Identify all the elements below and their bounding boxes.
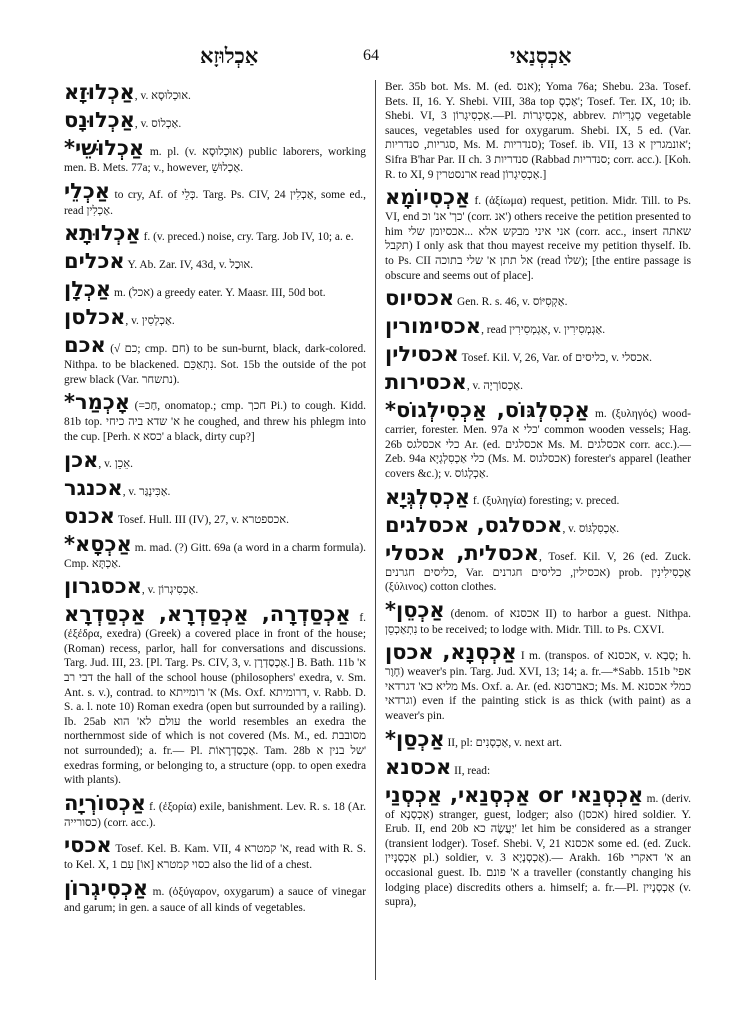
entry-headword: אַכְסְנַאי, אַכְסְנַי or אַכְסְנַאי xyxy=(385,782,644,807)
entry-definition: II, read: xyxy=(451,764,491,777)
dictionary-entry xyxy=(385,640,691,723)
entry-definition: , v. אַכְסוֹרְיָה. xyxy=(466,380,523,393)
dictionary-entry xyxy=(385,598,691,638)
entry-headword: אכסי xyxy=(64,833,112,858)
dictionary-entry xyxy=(64,305,366,330)
entry-headword: אַכְלוּנָס xyxy=(64,108,135,132)
entry-headword: אכן xyxy=(64,447,99,472)
page-number: 64 xyxy=(363,47,379,64)
dictionary-entry xyxy=(64,833,366,873)
dictionary-entry xyxy=(64,532,366,572)
entry-headword: אכנגר xyxy=(64,475,123,500)
entry-definition: Tosef. Kel. B. Kam. VII, 4 א' קמטרא, read with R. S. to Kel. X, 1 כסוי קמטרא [אוֹ] עִם also the lid of a chest. xyxy=(64,843,366,872)
entry-definition: m. mad. (?) Gitt. 69a (a word in a charm formula). Cmp. אַכְתָּא. xyxy=(64,541,366,570)
entry-headword: אכסגרון xyxy=(64,574,142,599)
entry-definition: m. (ξυληγός) wood-carrier, forester. Men. 97a כלי א' common wooden vessels; Hag. 26b כלי אכסלגס Ar. (ed. אכסלגים Ms. M. אכסלגים corr. acc.).—Zeb. 94a כלי אַכְסִלְגְיָא (Ms. M. אכסלגוס) forester's apparel (leather covers &c.); v. אַכְלְגוֹס. xyxy=(385,408,691,480)
dictionary-entry xyxy=(385,185,691,283)
dictionary-entry xyxy=(385,80,691,182)
entry-headword: אכסלית, אכסלי xyxy=(385,540,540,565)
guide-word-right: אַכְסְנַאי xyxy=(510,44,572,68)
dictionary-entry xyxy=(385,727,691,752)
right-column xyxy=(385,80,691,913)
entry-definition: , Tosef. Kil. V, 26 (ed. Zuck. כליסים חגרנים, Var. אכסילין, כליסים חגרנים) prob. אַכְסִילִינִין (ξύλινος) cotton clothes. xyxy=(385,550,691,594)
dictionary-entry xyxy=(64,602,366,788)
entry-definition: m. (ὀξύγαρον, oxygarum) a sauce of vinegar and garum; in gen. a sauce of all kinds of vegetables. xyxy=(64,885,366,914)
entry-headword: אַכְלוּתָא xyxy=(64,221,141,246)
entry-headword: *אָכְמַר xyxy=(64,390,131,415)
entry-headword: *אַכְסָא xyxy=(64,531,132,556)
entry-headword: אַכְסִיוֹמָא xyxy=(385,185,471,210)
column-divider xyxy=(375,80,376,980)
dictionary-entry xyxy=(64,390,366,444)
entry-definition: f. (ξυληγία) foresting; v. preced. xyxy=(470,494,620,507)
entry-headword: אַכְסְנָא, אכסן xyxy=(385,640,517,665)
dictionary-entry xyxy=(64,249,366,274)
entry-definition: (denom. of אכסנא II) to harbor a guest. Nithpa. נִתְאַכְסֵן to be received; to lodge with. Midr. Till. to Ps. CXVI. xyxy=(385,607,691,636)
dictionary-entry xyxy=(385,286,691,311)
dictionary-entry xyxy=(64,448,366,473)
dictionary-entry xyxy=(385,485,691,510)
dictionary-entry xyxy=(64,876,366,916)
dictionary-entry xyxy=(385,314,691,339)
dictionary-entry xyxy=(64,179,366,219)
entry-definition: , v. אַכְסִלְגּוֹס. xyxy=(562,522,620,535)
entry-definition: Y. Ab. Zar. IV, 43d, v. אוּכַל. xyxy=(124,259,254,272)
entry-definition: , v. אַכְסִיגְרוֹן. xyxy=(141,584,199,597)
entry-definition: m. pl. (v. אוּכְלוּסָא) public laborers, working men. B. Mets. 77a; v., however, אַכְלוּשֵׁ. xyxy=(64,146,366,174)
dictionary-entry xyxy=(64,791,366,831)
entry-headword: *אַכְסִלְגּוֹס, אַכְסִילְגוֹס xyxy=(385,398,590,423)
entry-definition: , v. אַכְלְסִין. xyxy=(125,315,175,328)
dictionary-entry xyxy=(64,136,366,176)
entry-headword: *אַכְסַן xyxy=(385,726,445,751)
entry-headword: *אַכְסֵן xyxy=(385,597,445,622)
entry-headword: אכסירות xyxy=(385,370,467,395)
dictionary-entry xyxy=(385,370,691,395)
entry-headword: אַכְלָן xyxy=(64,277,112,302)
running-header xyxy=(0,44,750,74)
entry-definition: Gen. R. s. 46, v. אַקְסִיּוֹס. xyxy=(454,296,568,309)
dictionary-entry xyxy=(385,783,691,910)
dictionary-entry xyxy=(64,221,366,246)
dictionary-entry xyxy=(385,513,691,538)
dictionary-entry xyxy=(385,541,691,595)
entry-definition: , v. אוּכְלוּסָא. xyxy=(134,90,191,102)
dictionary-entry xyxy=(64,277,366,302)
entry-headword: אַכְסִיגְרוֹן xyxy=(64,875,149,900)
entry-headword: אכסילין xyxy=(385,342,459,367)
entry-headword: אכלסן xyxy=(64,305,126,330)
entry-definition: f. (ἐξέδρα, exedra) (Greek) a covered place in front of the house; (Roman) recess, parlor, hall for conversations and discussions. Targ. Jud. III, 23. [Pl. Targ. Ps. CIV, 3, v. אַכְסַדְרָן.] B. Bath. 11b א' דבי רב the hall of the school house (philosophers' exedra, v. Sm. Ant. s. v.), contrad. to א' רומייתא (Ms. Oxf. דרומיתא, v. Rabb. D. S. a. l. note 10) Roman exedra (open but surrounded by a railing). Ib. 25ab עולם לא' הוא the world resembles an exedra the northernmost side of which is not covered (Ms. M., ed. מסובבת not surrounded); a. fr.— Pl. אַכְסַדְרָאוֹת. Tam. 28b של בנין א' exedras forming, or belonging to, a structure (opp. to open exedra with plants). xyxy=(64,612,367,787)
entry-definition: Ber. 35b bot. Ms. M. (ed. אנס); Yoma 76a; Shebu. 23a. Tosef. Bets. II, 16. Y. Shebi. VIII, 38a top אַכְסְ'; Tosef. Ter. IX, 10; ib. Shebi. VI, 3 אַכְסִיגְרוֹן.—Pl. אַכְסִיגְרוֹת, abbrev. סְגָרִיוֹת vegetable sauces, vegetables used for oxygarum. Shebi. IX, 5 ed. (Var. סגריות, סנדריות, Ms. M. סנדריות); Tosef. ib. VII, 13 אונמגרין א'; Sifra B'har Par. II ch. 3 סנדריות (Rabbad סנדריות; corr. acc.). [Koh. R. to XI, 9 ארנסטרין read אַכְסִיגְרוֹן.] xyxy=(385,81,692,181)
dictionary-entry xyxy=(64,108,366,133)
left-column xyxy=(64,80,366,918)
entry-definition: m. (deriv. of אַכְסְנָא) stranger, guest, lodger; also (אכסן) hired soldier. Y. Erub. II, end 20b יַעֲשֶׂה כא' let him be considered as a stranger (transient lodger). Tosef. Shebi. V, 21 אכסנא some ed. (ed. Zuck. אַכְסְנָיִין pl.) soldier, v. אַכְסְנָיָא 3).— Arakh. 16b א' דאקרי an occasional guest. Ib. א' פונם a traveller (constantly changing his lodging place) discredits others a. himself; a. fr.—Pl. אַכְסְנָיִין (v. supra), xyxy=(385,792,692,909)
entry-definition: Tosef. Hull. III (IV), 27, v. אכספטרא. xyxy=(114,513,289,526)
entry-definition: (√ כם; cmp. חם) to be sun-burnt, black, dark-colored. Nithpa. to be blackened. נִתְאַכֵּם. Sot. 15b the outside of the pot grew black (Var. נתשחר). xyxy=(64,343,366,386)
dictionary-entry xyxy=(64,80,366,105)
entry-definition: Tosef. Kil. V, 26, Var. of כליסים, v. אכסלי. xyxy=(458,352,652,365)
entry-headword: אכסלגס, אכסלגים xyxy=(385,512,563,537)
entry-definition: , v. אֵכֵן. xyxy=(98,457,133,470)
entry-definition: f. (ἐξορία) exile, banishment. Lev. R. s. 18 (Ar. כסורייה) (corr. acc.). xyxy=(64,800,366,829)
entry-headword: אכסימורין xyxy=(385,314,482,339)
entry-headword: אכנס xyxy=(64,503,115,528)
entry-definition: II, pl: אַכְסְנִים, v. next art. xyxy=(444,736,563,749)
entry-headword: אכם xyxy=(64,333,106,358)
dictionary-entry xyxy=(385,398,691,481)
entry-definition: f. (v. preced.) noise, cry. Targ. Job IV, 10; a. e. xyxy=(140,231,354,244)
entry-definition: m. (אכל) a greedy eater. Y. Maasr. III, 50d bot. xyxy=(111,287,326,300)
dictionary-entry xyxy=(385,755,691,780)
entry-headword: אַכְלֵי xyxy=(64,178,111,203)
entry-definition: , v. אַכִּינְגַּר. xyxy=(122,485,171,498)
entry-headword: אַכְלוּזָא xyxy=(64,80,135,104)
guide-word-left: אַכְלוּזָא xyxy=(200,44,259,68)
entry-definition: to cry, Af. of כְּלֵי. Targ. Ps. CIV, 24 אַכְלִין, some ed., read אַכְלִין. xyxy=(64,188,366,217)
entry-headword: *אַכְלוּשֵׁי xyxy=(64,136,145,160)
entry-definition: (=חַכ, onomatop.; cmp. חכך Pi.) to cough. Kidd. 81b top. א' שדא ביה כיחי he coughed, and threw his phlegm into the cup. [Perh. כסא א' a black, dirty cup?] xyxy=(64,400,367,443)
entry-headword: אַכְסִלְגְּיָא xyxy=(385,484,471,509)
entry-definition: , read אַגְמְסִירִין, v. אַגְמְסִירִין. xyxy=(481,324,606,337)
dictionary-entry xyxy=(64,574,366,599)
entry-definition: I m. (transpos. of אכסנא, v. סְבָא; h. חָוֶר) weaver's pin. Targ. Jud. XVI, 13; 14; a. fr.—*Sabb. 151b אפי' מליא כא' דגרדאי Ms. Oxf. a. Ar. (ed. כאברסנא; Ms. M. כמלי אכסנא וגרדאי) even if the painting stick is as thick (with paint) as a weaver's pin. xyxy=(385,650,692,723)
entry-definition: , v. אַכְלוֹס. xyxy=(134,118,182,130)
dictionary-entry xyxy=(64,333,366,387)
dictionary-entry xyxy=(64,504,366,529)
entry-headword: אכסנא xyxy=(385,754,452,779)
dictionary-entry xyxy=(385,342,691,367)
entry-headword: אכסיוס xyxy=(385,286,455,311)
entry-definition: f. (ἀξίωμα) request, petition. Midr. Till. to Ps. VI, end כך' אנ' וכ' (corr. אנ') others receive the petition presented to him אני איני מבקש אלא ...אכסיומן שלי (corr. acc., insert שאתה תקבל) I only ask that thou mayest receive my petition thyself. Ib. to Ps. CII אל תתן א' שלי בתוכה (read שלו); [the entire passage is obscure and seems out of place]. xyxy=(385,195,692,282)
entry-headword: אכלים xyxy=(64,249,125,274)
entry-headword: אַכְסוֹרְיָה xyxy=(64,790,146,815)
entry-headword: אַכְסַדְרָה, אַכְסַדְרָא, אַכְסַדְרָא xyxy=(64,602,351,627)
dictionary-entry xyxy=(64,476,366,501)
